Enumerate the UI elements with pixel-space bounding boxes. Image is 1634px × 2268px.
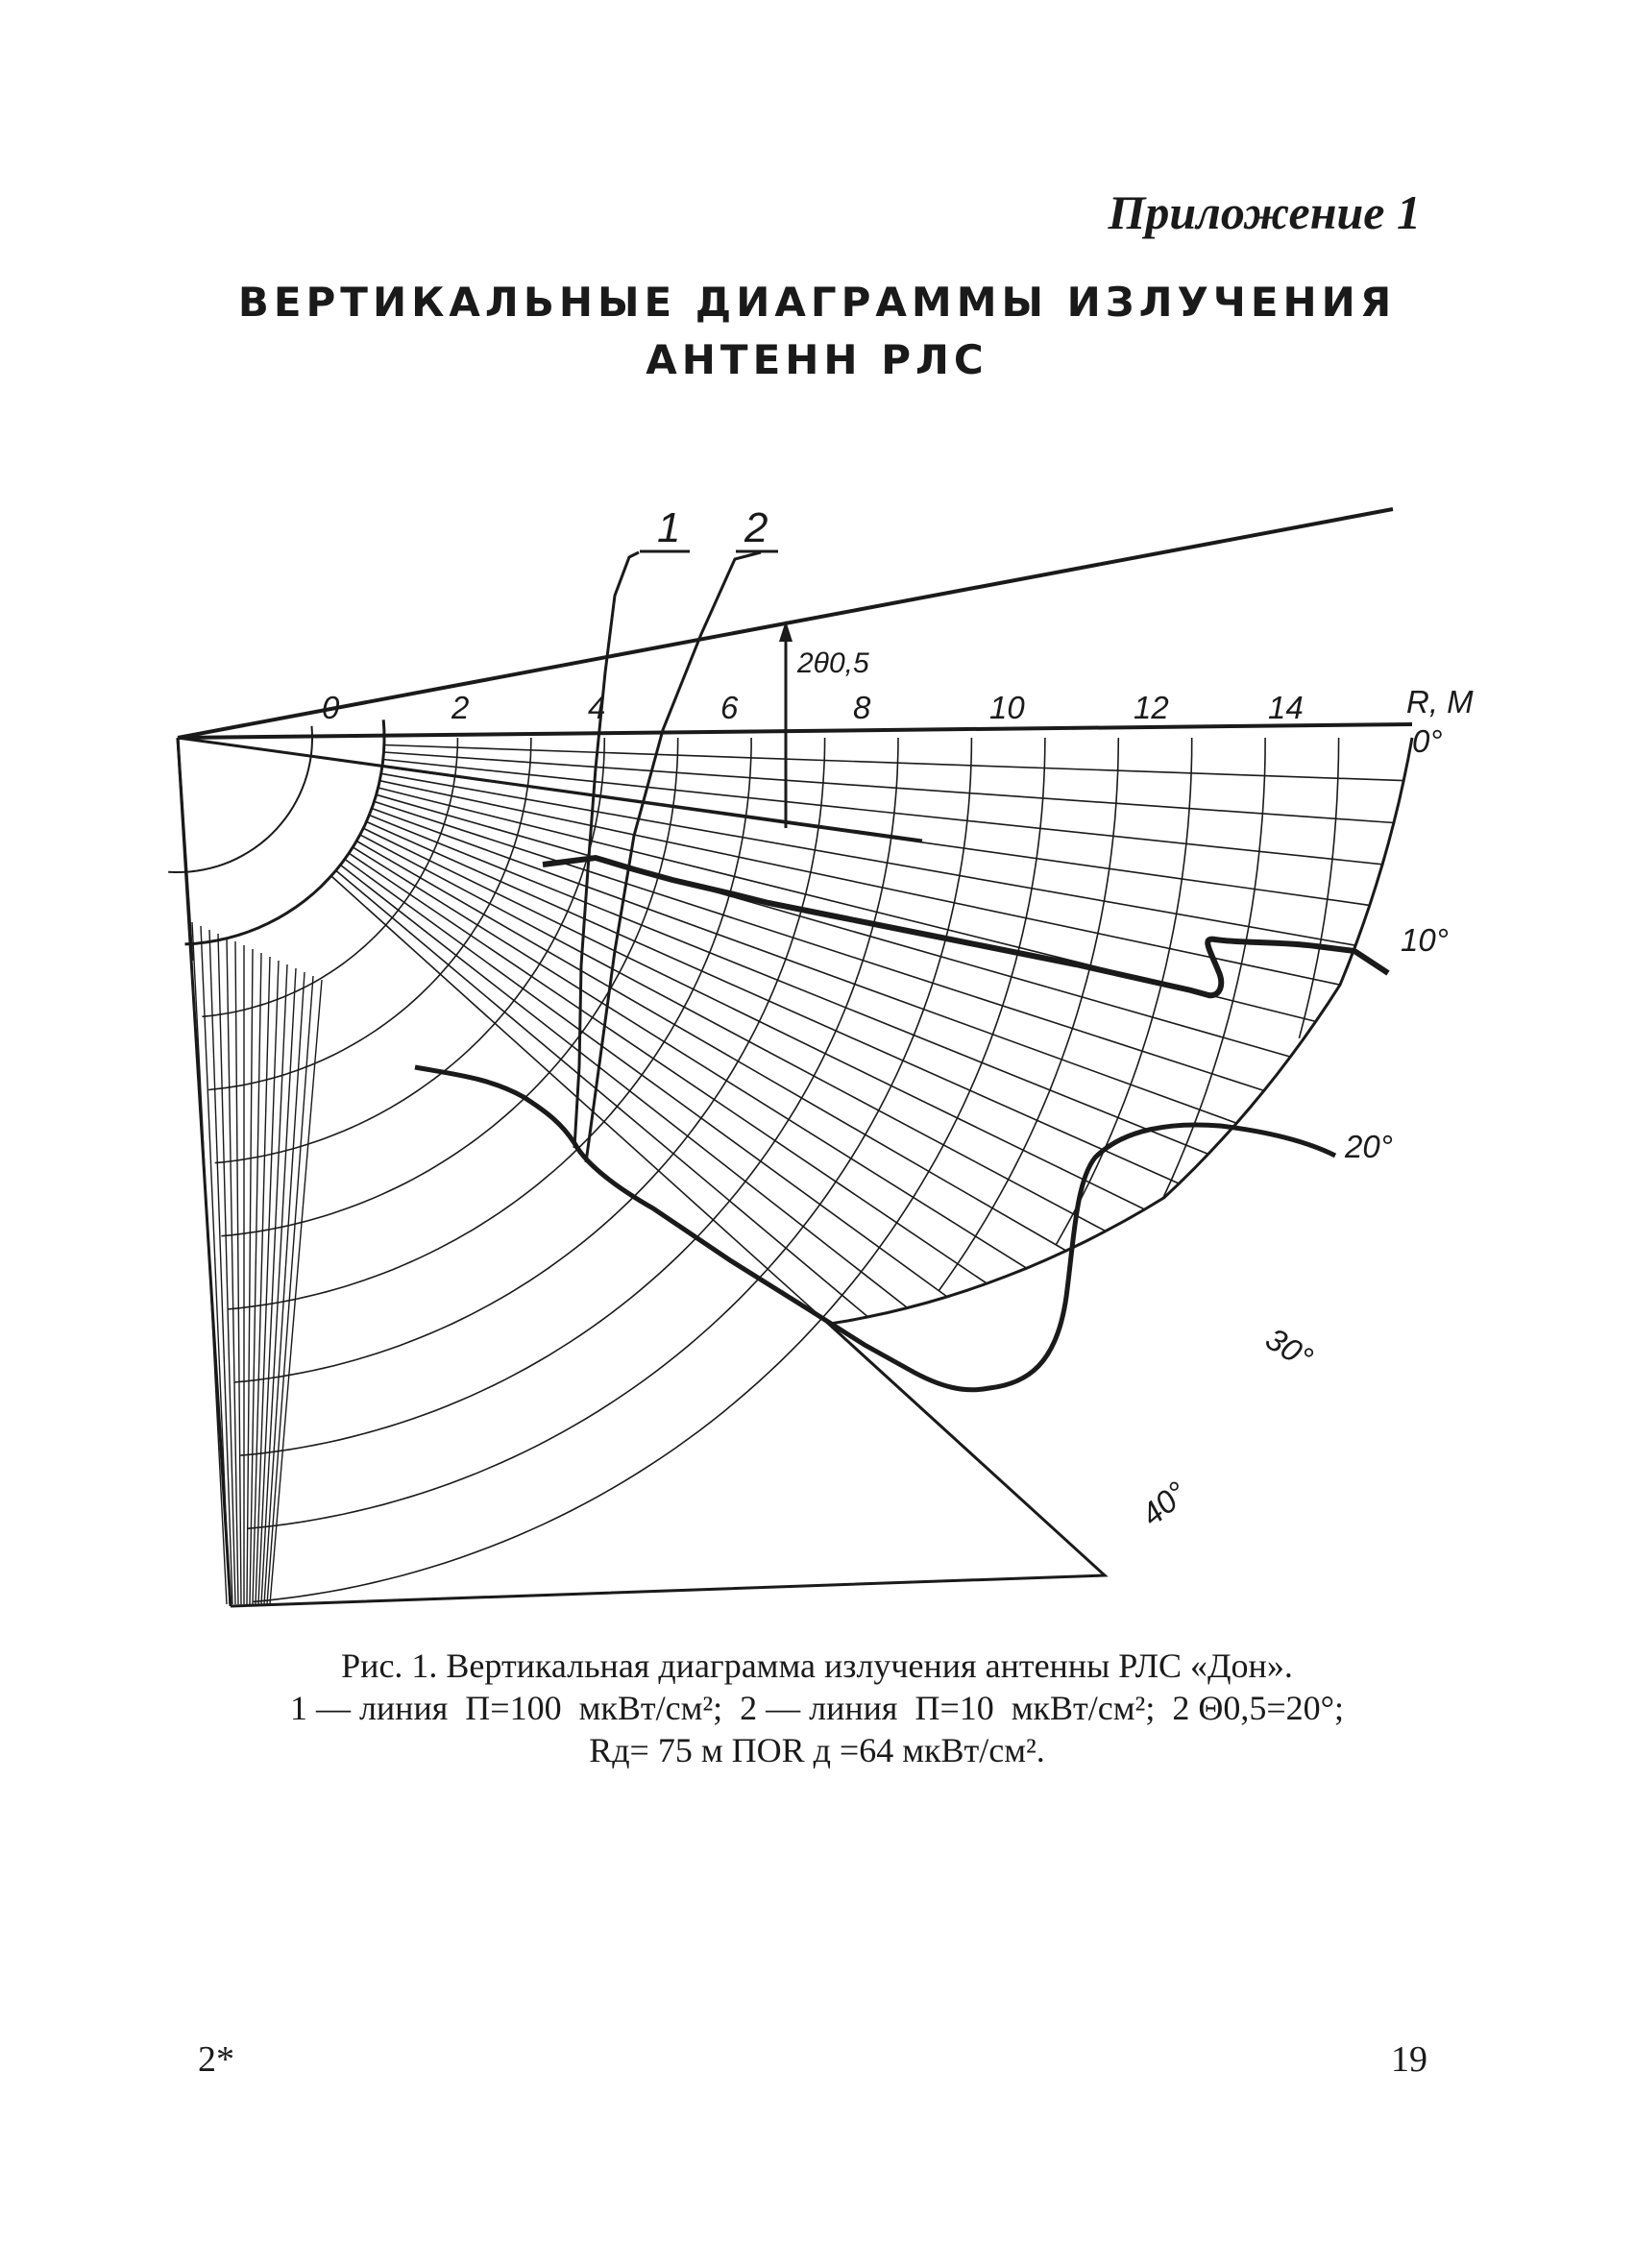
radial-ray	[363, 828, 1144, 1209]
radial-ray	[356, 841, 1066, 1252]
title-line-1: ВЕРТИКАЛЬНЫЕ ДИАГРАММЫ ИЗЛУЧЕНИЯ	[237, 279, 1397, 326]
range-tick-label: 14	[1268, 690, 1304, 725]
page-number: 19	[1391, 2039, 1427, 2080]
range-tick-label: 12	[1134, 690, 1169, 725]
angle-tick-label: 40°	[1134, 1474, 1194, 1533]
angle-tick-label: 30°	[1259, 1320, 1320, 1377]
caption-line-2: 1 — линия П=100 мкВт/см²; 2 — линия П=10 мкВт/см²; 2 Θ0,5=20°;	[289, 1689, 1345, 1727]
curve-label-1: 1	[657, 504, 681, 551]
inner-arc	[168, 726, 312, 872]
angle-tick-label: 10°	[1401, 922, 1449, 958]
radial-ray	[353, 847, 1026, 1268]
range-axis-label: R, M	[1406, 684, 1474, 719]
range-tick-label: 10	[989, 690, 1025, 725]
hatch-line	[258, 964, 287, 1604]
radial-ray	[340, 865, 907, 1307]
angle-tick-label: 0°	[1412, 723, 1443, 759]
angle-labels	[1134, 723, 1449, 1532]
radial-ray	[331, 876, 829, 1324]
curve-1-100-uw	[543, 858, 1388, 995]
inner-ray-line	[178, 738, 922, 841]
radial-ray	[381, 773, 1355, 945]
range-tick-label: 4	[588, 690, 606, 725]
hatch-line	[264, 972, 305, 1604]
radial-ray	[375, 801, 1264, 1090]
range-arc	[1056, 738, 1191, 1245]
beam-angle-label: 2θ0,5	[797, 647, 869, 679]
range-tick-label: 8	[853, 690, 871, 725]
radial-ray	[336, 870, 868, 1317]
hatch-line	[192, 922, 227, 1604]
curve-label-2: 2	[744, 504, 768, 551]
range-tick-label: 2	[451, 690, 470, 725]
title-line-2: АНТЕНН РЛС	[646, 336, 988, 383]
range-arc	[1299, 738, 1338, 1038]
polar-grid	[168, 719, 1412, 1606]
range-tick-label: 6	[720, 690, 739, 725]
caption-line-3: Rд= 75 м ПOR д =64 мкВт/см².	[589, 1731, 1045, 1769]
radial-ray	[369, 816, 1208, 1155]
range-labels	[322, 690, 1304, 725]
caption-line-1: Рис. 1. Вертикальная диаграмма излучения антенны РЛС «Дон».	[341, 1646, 1293, 1685]
radial-ray	[372, 809, 1236, 1124]
figure-caption	[0, 1645, 1634, 1771]
hatch-line	[201, 926, 230, 1604]
signature-mark: 2*	[198, 2039, 234, 2080]
horizon-line	[178, 724, 1412, 738]
appendix-heading: Приложение 1	[1108, 185, 1421, 239]
angle-tick-label: 20°	[1345, 1129, 1393, 1164]
range-tick-label: 0	[322, 690, 340, 725]
